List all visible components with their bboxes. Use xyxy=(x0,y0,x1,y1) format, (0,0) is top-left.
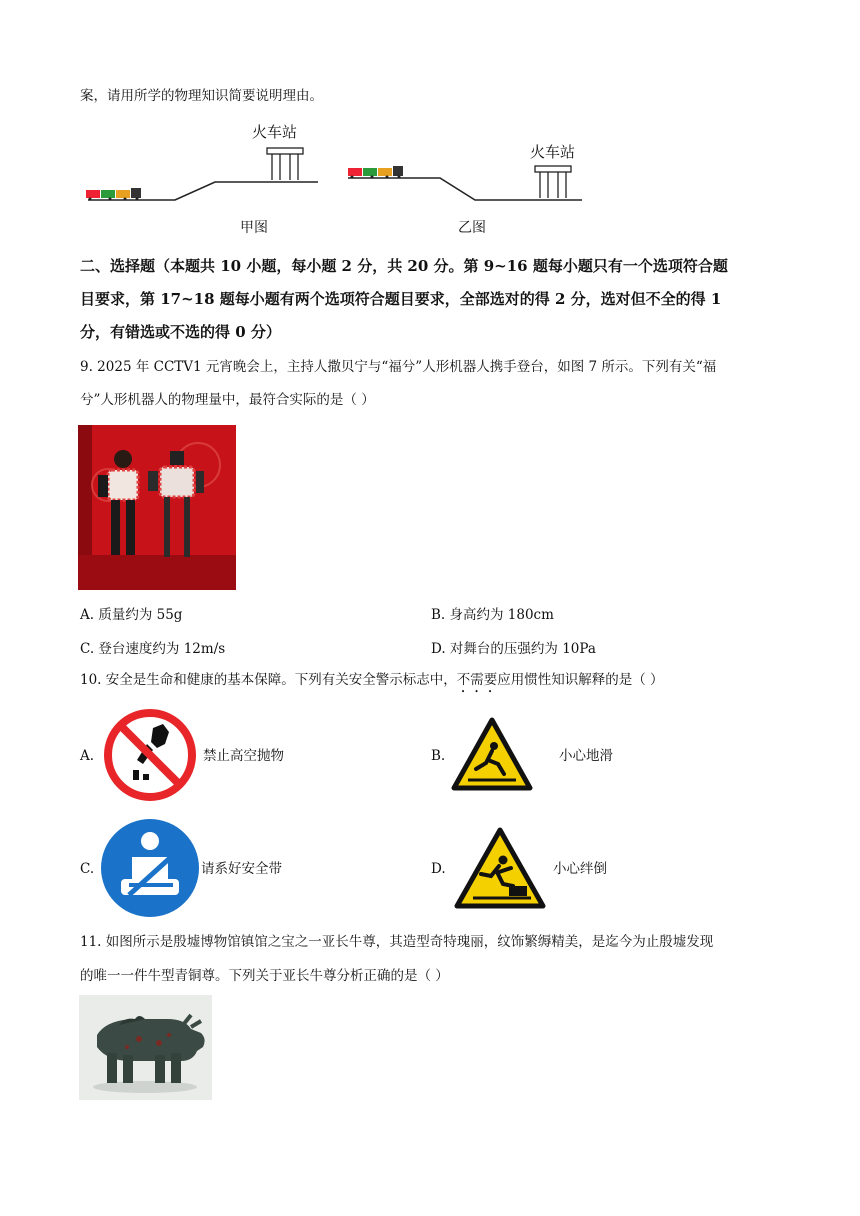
intro-line: 案，请用所学的物理知识简要说明理由。 xyxy=(80,88,323,104)
q10-option-a-letter: A. xyxy=(80,748,95,764)
q9-robot-photo xyxy=(78,425,236,590)
q9-option-d: D. 对舞台的压强约为 10Pa xyxy=(431,641,596,657)
no-throwing-icon xyxy=(103,708,197,802)
q10-stem-emphasis: 不需要 xyxy=(456,672,498,688)
q10-stem-before: 10. 安全是生命和健康的基本保障。下列有关安全警示标志中， xyxy=(80,672,457,688)
train-icon-left xyxy=(86,188,141,201)
train-icon-right xyxy=(348,166,403,179)
q9-option-b: B. 身高约为 180cm xyxy=(431,607,554,623)
q10-option-a-label: 禁止高空抛物 xyxy=(203,748,284,764)
q9-stem-line2: 兮”人形机器人的物理量中，最符合实际的是（ ） xyxy=(80,392,375,408)
q10-option-b-label: 小心地滑 xyxy=(559,748,613,764)
q10-option-d-label: 小心绊倒 xyxy=(553,861,607,877)
q10-stem xyxy=(80,670,664,696)
q10-option-c-label: 请系好安全带 xyxy=(201,861,282,877)
train-figure xyxy=(80,118,600,240)
q9-option-c: C. 登台速度约为 12m/s xyxy=(80,641,226,657)
station-label-right: 火车站 xyxy=(530,143,576,161)
q9-option-a: A. 质量约为 55g xyxy=(80,607,183,623)
caption-left: 甲图 xyxy=(240,220,268,236)
q11-stem-line1: 11. 如图所示是殷墟博物馆镇馆之宝之一亚长牛尊，其造型奇特瑰丽，纹饰繁缛精美，是迄今为止殷墟发现 xyxy=(80,934,714,950)
trip-hazard-icon xyxy=(453,826,547,910)
section-heading-line1: 二、选择题（本题共 10 小题，每小题 2 分，共 20 分。第 9~16 题每小题只有一个选项符合题 xyxy=(80,257,728,275)
q11-stem-line2: 的唯一一件牛型青铜尊。下列关于亚长牛尊分析正确的是（ ） xyxy=(80,968,449,984)
caption-right: 乙图 xyxy=(458,220,486,236)
q9-stem-line1: 9. 2025 年 CCTV1 元宵晚会上，主持人撒贝宁与“福兮”人形机器人携手登台，如图 7 所示。下列有关“福 xyxy=(80,359,717,375)
q10-option-d-letter: D. xyxy=(431,861,446,877)
section-heading-line3: 分，有错选或不选的得 0 分） xyxy=(80,323,281,341)
station-label-left: 火车站 xyxy=(252,123,298,141)
seatbelt-icon xyxy=(99,817,201,919)
q10-option-c-letter: C. xyxy=(80,861,95,877)
q10-stem-after: 应用惯性知识解释的是（ ） xyxy=(497,672,664,688)
q11-bronze-ox-photo xyxy=(79,995,212,1100)
station-icon-left xyxy=(267,148,303,180)
section-heading-line2: 目要求，第 17~18 题每小题有两个选项符合题目要求，全部选对的得 2 分，选对但不全的得 1 xyxy=(80,290,722,308)
slippery-floor-warning-icon xyxy=(450,716,534,792)
q10-option-b-letter: B. xyxy=(431,748,446,764)
station-icon-right xyxy=(535,166,571,198)
